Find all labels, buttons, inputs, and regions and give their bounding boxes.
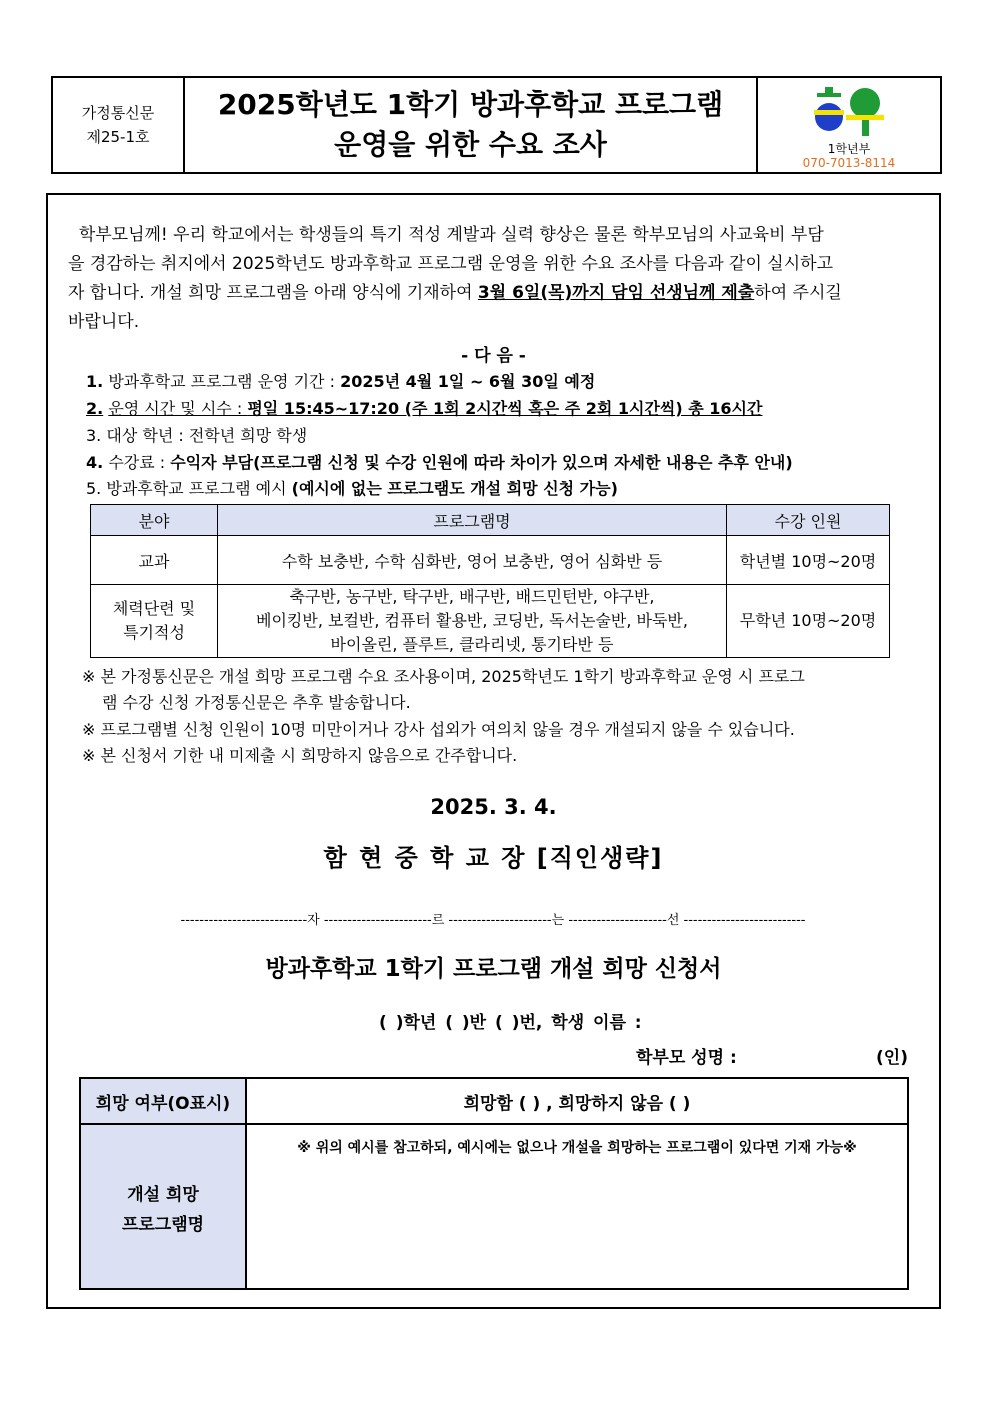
- notice-title: [185, 78, 756, 172]
- column-header: 수강 인원: [727, 505, 890, 536]
- note-1-continued: 램 수강 신청 가정통신문은 추후 발송합니다.: [102, 693, 411, 712]
- program-wish-row: [80, 1124, 908, 1289]
- field-line: 특기적성: [123, 623, 185, 642]
- label-line: 개설 희망: [127, 1185, 199, 1205]
- title-line-1: 2025학년도 1학기 방과후학교 프로그램: [217, 88, 724, 121]
- item-label: 방과후학교 프로그램 예시: [106, 479, 292, 498]
- intro-text: 하여 주시길: [754, 283, 842, 303]
- intro-line: [68, 279, 923, 308]
- program-wish-label: [80, 1124, 246, 1289]
- item-number: 5.: [86, 479, 102, 498]
- item-value: 2025년 4월 1일 ~ 6월 30일 예정: [340, 372, 596, 391]
- note-2: ※ 프로그램별 신청 인원이 10명 미만이거나 강사 섭외가 여의치 않을 경우 개설되지 않을 수 있습니다.: [82, 720, 795, 739]
- note-1: ※ 본 가정통신문은 개설 희망 프로그램 수요 조사용이며, 2025학년도 1학기 방과후학교 운영 시 프로그: [82, 667, 805, 686]
- item-label: 운영 시간 및 시수 :: [108, 399, 248, 418]
- intro-text: 자 합니다. 개설 희망 프로그램을 아래 양식에 기재하여: [68, 283, 478, 303]
- wish-label: 희망 여부(O표시): [80, 1078, 246, 1124]
- student-info-line[interactable]: ( )학년 ( )반 ( )번, 학생 이름 :: [379, 1013, 642, 1033]
- programs-line: 축구반, 농구반, 탁구반, 배구반, 배드민턴반, 야구반,: [289, 587, 655, 606]
- table-row: [91, 585, 890, 658]
- intro-line: 을 경감하는 취지에서 2025학년도 방과후학교 프로그램 운영을 위한 수요 조사를 다음과 같이 실시하고: [68, 254, 833, 274]
- cut-line: ---------------------------자 -----------------------르 ----------------------는 ---------------------선 --------------------------: [180, 913, 806, 928]
- title-line-2: 운영을 위한 수요 조사: [334, 128, 607, 161]
- item-hours: [86, 396, 762, 422]
- item-examples: [86, 476, 618, 502]
- program-table: [90, 504, 890, 658]
- field-line: 체력단련 및: [112, 599, 196, 618]
- section-heading: - 다 음 -: [461, 346, 526, 366]
- item-number: 3.: [86, 426, 102, 445]
- parent-name-label: 학부모 성명 :: [636, 1048, 737, 1068]
- form-title: 방과후학교 1학기 프로그램 개설 희망 신청서: [265, 956, 722, 982]
- item-label: 대상 학년 : 전학년 희망 학생: [106, 426, 308, 445]
- item-label: 수강료 :: [108, 453, 171, 472]
- item-value: (예시에 없는 프로그램도 개설 희망 신청 가능): [291, 479, 618, 498]
- capacity-cell: 학년별 10명~20명: [727, 536, 890, 585]
- item-number: 4.: [86, 453, 104, 472]
- doc-info-cell: [53, 78, 185, 172]
- phone-number: 070-7013-8114: [802, 156, 896, 170]
- item-number: 1.: [86, 372, 104, 391]
- principal-signature: 함 현 중 학 교 장 [직인생략]: [323, 844, 664, 872]
- wish-row: [80, 1078, 908, 1124]
- wish-options[interactable]: 희망함 ( ) , 희망하지 않음 ( ): [246, 1078, 908, 1124]
- program-wish-note: ※ 위의 예시를 참고하되, 예시에는 없으나 개설을 희망하는 프로그램이 있다면 기재 가능※: [297, 1140, 857, 1156]
- notice-body: [46, 193, 941, 1309]
- issue-date: 2025. 3. 4.: [430, 795, 557, 819]
- item-target: [86, 423, 307, 449]
- dept-label: 1학년부: [827, 142, 871, 156]
- field-cell: [91, 585, 218, 658]
- item-period: [86, 369, 595, 395]
- field-cell: 교과: [91, 536, 218, 585]
- program-wish-input[interactable]: [246, 1124, 908, 1289]
- note-3: ※ 본 신청서 기한 내 미제출 시 희망하지 않음으로 간주합니다.: [82, 746, 518, 765]
- intro-paragraph: [68, 221, 923, 337]
- application-form-table: [79, 1077, 909, 1290]
- column-header: 프로그램명: [218, 505, 727, 536]
- school-logo-icon: [813, 86, 891, 136]
- doc-type: 가정통신문: [81, 104, 155, 122]
- item-value: 평일 15:45~17:20 (주 1회 2시간씩 혹은 주 2회 1시간씩) 총 16시간: [247, 399, 763, 418]
- table-header-row: [91, 505, 890, 536]
- programs-cell: 수학 보충반, 수학 심화반, 영어 보충반, 영어 심화반 등: [218, 536, 727, 585]
- label-line: 프로그램명: [121, 1215, 205, 1235]
- intro-text: 학부모님께! 우리 학교에서는 학생들의 특기 적성 계발과 실력 향상은 물론 학부모님의 사교육비 부담: [78, 225, 824, 245]
- capacity-cell: 무학년 10명~20명: [727, 585, 890, 658]
- intro-line: 바랍니다.: [68, 312, 140, 332]
- seal-mark: (인): [876, 1048, 908, 1068]
- item-label: 방과후학교 프로그램 운영 기간 :: [108, 372, 341, 391]
- item-value: 수익자 부담(프로그램 신청 및 수강 인원에 따라 차이가 있으며 자세한 내용은 추후 안내): [170, 453, 793, 472]
- deadline-text: 3월 6일(목)까지 담임 선생님께 제출: [477, 283, 755, 303]
- item-fee: [86, 450, 793, 476]
- programs-line: 베이킹반, 보컬반, 컴퓨터 활용반, 코딩반, 독서논술반, 바둑반,: [256, 611, 688, 630]
- intro-line: [68, 221, 923, 250]
- programs-cell: [218, 585, 727, 658]
- table-row: [91, 536, 890, 585]
- logo-cell: [756, 78, 940, 172]
- programs-line: 바이올린, 플루트, 클라리넷, 통기타반 등: [330, 635, 614, 654]
- doc-number: 제25-1호: [86, 128, 150, 146]
- notice-header: [51, 76, 942, 174]
- column-header: 분야: [91, 505, 218, 536]
- item-number: 2.: [86, 399, 104, 418]
